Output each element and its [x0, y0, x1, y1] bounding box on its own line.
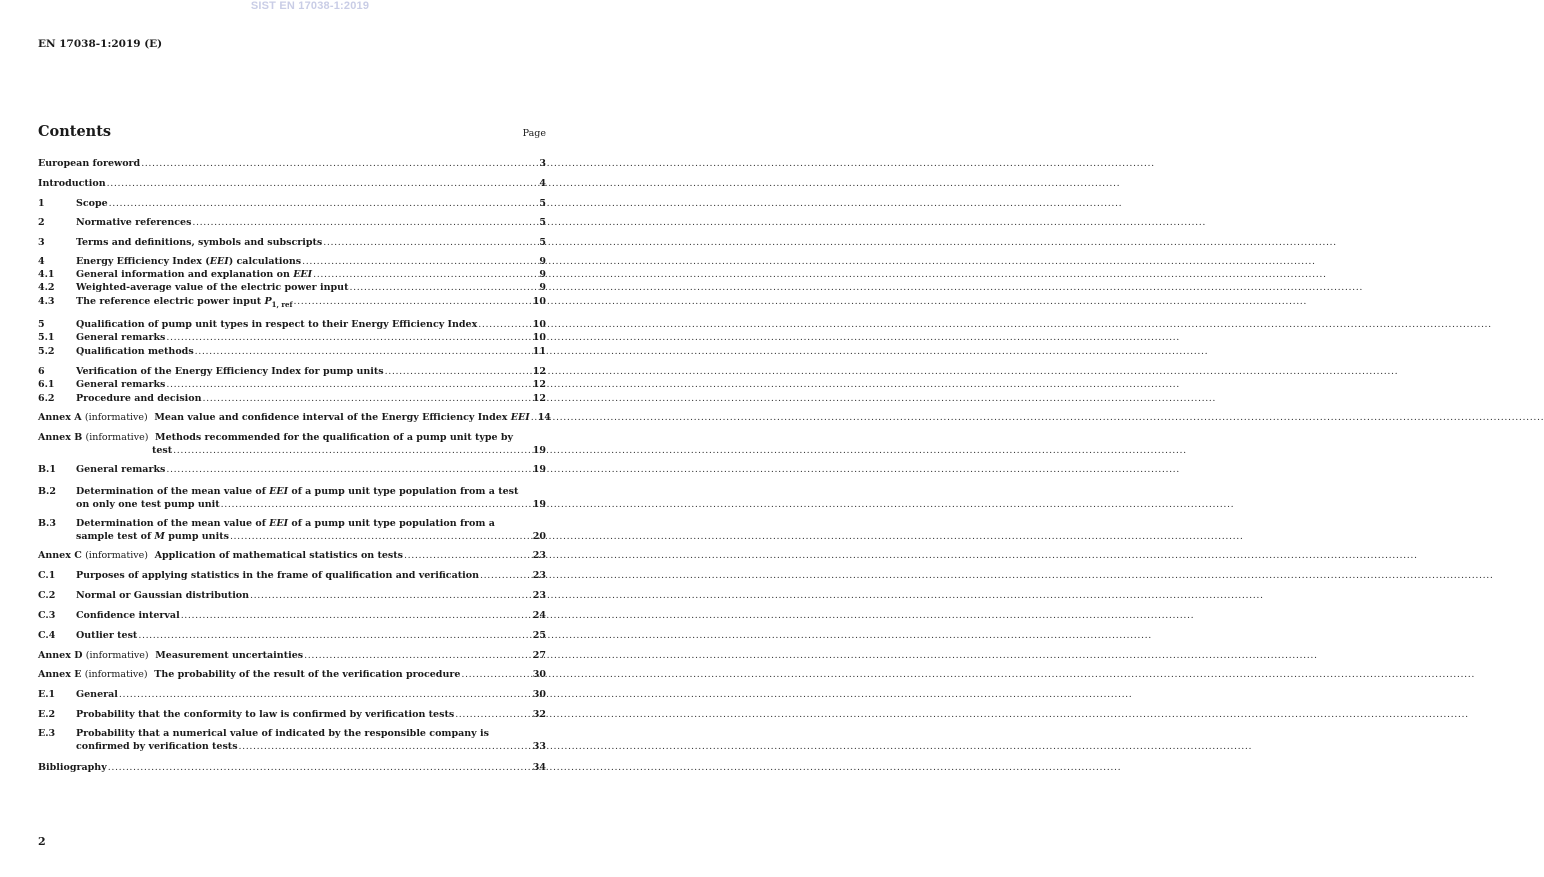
toc-entry[interactable]: [38, 589, 546, 602]
toc-entry[interactable]: [38, 708, 546, 721]
dot-leader: [250, 589, 532, 602]
table-of-contents: [0, 0, 620, 877]
dot-leader: [192, 216, 538, 229]
watermark: SIST EN 17038-1:2019: [250, 0, 370, 12]
toc-title-text: General information and explanation on: [76, 269, 294, 280]
dot-leader: [461, 668, 531, 681]
toc-page-number: 19: [532, 445, 546, 456]
annex-label: [38, 549, 155, 562]
annex-informative: (informative): [85, 432, 149, 443]
toc-title: [76, 378, 165, 391]
toc-title-text: The reference electric power input: [76, 296, 265, 307]
toc-number: 6.1: [38, 379, 55, 390]
toc-title: [76, 485, 518, 498]
toc-number: 6: [38, 366, 45, 377]
toc-title-text: Probability that a numerical value of indicated by the responsible company is: [76, 728, 489, 739]
toc-entry[interactable]: [38, 549, 546, 562]
toc-title-text: Probability that the conformity to law is confirmed by verification tests: [76, 709, 455, 720]
toc-page-number: 10: [532, 319, 546, 330]
toc-entry[interactable]: [38, 378, 546, 391]
toc-entry[interactable]: [38, 177, 546, 190]
toc-entry[interactable]: [38, 761, 546, 774]
toc-entry[interactable]: [38, 295, 546, 308]
toc-page-number: 9: [539, 269, 546, 280]
toc-title: [76, 708, 454, 721]
dot-leader: [166, 378, 531, 391]
toc-title: [38, 761, 107, 774]
toc-entry[interactable]: [38, 649, 546, 662]
document-id: EN 17038-1:2019 (E): [38, 38, 163, 50]
dot-leader: [181, 609, 532, 622]
toc-title-continuation: [152, 444, 172, 457]
dot-leader: [108, 761, 532, 774]
toc-title: [76, 589, 249, 602]
annex-label: [38, 668, 154, 681]
toc-title-text: Application of mathematical statistics on tests: [154, 550, 404, 561]
dot-leader: [107, 177, 539, 190]
dot-leader: [221, 498, 532, 511]
toc-title: [154, 668, 460, 681]
toc-page-number: 25: [532, 630, 546, 641]
toc-page-number: 30: [532, 669, 546, 680]
toc-page-number: 14: [537, 412, 551, 423]
toc-title-text: Normal or Gaussian distribution: [76, 590, 250, 601]
annex-id: Annex B: [38, 432, 83, 443]
toc-entry[interactable]: [38, 197, 546, 210]
toc-page-number: 12: [532, 366, 546, 377]
dot-leader: [478, 318, 532, 331]
toc-entry[interactable]: [38, 157, 546, 170]
toc-title-text: Mean value and confidence interval of the Energy Efficiency Index: [154, 412, 511, 423]
toc-entry[interactable]: [38, 216, 546, 229]
toc-entry[interactable]: [38, 629, 546, 642]
toc-title-text: Energy Efficiency Index (: [76, 256, 210, 267]
toc-title-text: The probability of the result of the verification procedure: [154, 669, 461, 680]
toc-title-continuation: [76, 530, 229, 543]
toc-title: [76, 629, 137, 642]
annex-informative: (informative): [85, 650, 149, 661]
toc-number: 6.2: [38, 393, 55, 404]
toc-title: [76, 688, 118, 701]
toc-number: 1: [38, 198, 45, 209]
dot-leader: [141, 157, 538, 170]
toc-entry[interactable]: [38, 365, 546, 378]
toc-page-number: 27: [532, 650, 546, 661]
annex-informative: (informative): [84, 669, 148, 680]
toc-page-number: 10: [532, 332, 546, 343]
toc-page-number: 5: [539, 217, 546, 228]
toc-title-italic: M: [154, 531, 165, 542]
toc-entry[interactable]: [38, 727, 546, 753]
toc-title-italic: EEI: [269, 486, 289, 497]
toc-title-text: Scope: [76, 198, 108, 209]
annex-label: [38, 431, 155, 444]
toc-title: [38, 157, 140, 170]
annex-id: Annex C: [38, 550, 82, 561]
toc-title-text: Confidence interval: [76, 610, 180, 621]
annex-label: [38, 649, 155, 662]
annex-label: [38, 411, 154, 424]
dot-leader: [304, 649, 532, 662]
annex-informative: (informative): [85, 550, 148, 561]
toc-page-number: 19: [532, 499, 546, 510]
toc-page-number: 4: [539, 178, 546, 189]
dot-leader: [404, 549, 532, 562]
dot-leader: [480, 569, 532, 582]
dot-leader: [294, 295, 532, 308]
toc-page-number: 5: [539, 237, 546, 248]
toc-page-number: 19: [532, 464, 546, 475]
page-number: 2: [38, 835, 46, 848]
dot-leader: [323, 236, 538, 249]
toc-number: C.4: [38, 630, 56, 641]
toc-title: [38, 177, 106, 190]
toc-title-italic: EEI: [293, 269, 313, 280]
toc-number: 4.3: [38, 296, 55, 307]
toc-number: 5.1: [38, 332, 55, 343]
toc-entry[interactable]: [38, 668, 546, 681]
toc-entry[interactable]: [38, 609, 546, 622]
toc-title: [76, 569, 479, 582]
toc-title-text: Qualification methods: [76, 346, 194, 357]
annex-informative: (informative): [84, 412, 148, 423]
toc-title-text: Methods recommended for the qualification of a pump unit type by: [155, 432, 514, 443]
toc-title-text: Outlier test: [76, 630, 138, 641]
toc-title: [155, 649, 303, 662]
toc-title-text: Measurement uncertainties: [155, 650, 304, 661]
toc-entry[interactable]: [38, 688, 546, 701]
toc-title-italic: EEI: [510, 412, 530, 423]
toc-title-text: General: [76, 689, 118, 700]
toc-number: C.3: [38, 610, 56, 621]
toc-title: [76, 216, 191, 229]
toc-title: [155, 431, 513, 444]
toc-title: [76, 295, 293, 308]
toc-number: 4.1: [38, 269, 55, 280]
toc-page-number: 20: [532, 531, 546, 542]
dot-leader: [203, 392, 532, 405]
toc-title-text: test: [152, 445, 173, 456]
dot-leader: [455, 708, 532, 721]
dot-leader: [531, 411, 537, 424]
toc-title: [155, 549, 403, 562]
toc-title-italic: EEI: [269, 518, 289, 529]
toc-title: [76, 463, 165, 476]
toc-entry[interactable]: [38, 281, 546, 294]
toc-title-text: pump units: [164, 531, 229, 542]
toc-page-number: 23: [532, 570, 546, 581]
toc-title: [76, 345, 194, 358]
annex-id: Annex A: [38, 412, 82, 423]
toc-title-continuation: [76, 740, 238, 753]
dot-leader: [109, 197, 539, 210]
dot-leader: [195, 345, 532, 358]
toc-page-number: 9: [539, 282, 546, 293]
toc-title-text-after: ) calculations: [228, 256, 302, 267]
toc-title: [76, 365, 384, 378]
contents-title: Contents: [38, 123, 112, 140]
toc-title-text: Verification of the Energy Efficiency Index for pump units: [76, 366, 384, 377]
toc-entry[interactable]: [38, 517, 546, 543]
toc-number: E.2: [38, 709, 56, 720]
toc-title-text: Normative references: [76, 217, 192, 228]
toc-title-text: Determination of the mean value of: [76, 486, 270, 497]
toc-title-text: Procedure and decision: [76, 393, 202, 404]
toc-page-number: 23: [532, 550, 546, 561]
toc-title: [76, 255, 301, 268]
toc-page-number: 34: [532, 762, 546, 773]
toc-title-text: General remarks: [76, 464, 166, 475]
toc-page-number: 11: [532, 346, 546, 357]
toc-number: 5: [38, 319, 45, 330]
toc-entry[interactable]: [38, 392, 546, 405]
toc-title: [76, 331, 165, 344]
dot-leader: [173, 444, 532, 457]
toc-title: [76, 318, 477, 331]
page-column-header: Page: [522, 128, 546, 139]
dot-leader: [349, 281, 538, 294]
toc-title-text: Terms and definitions, symbols and subscripts: [76, 237, 323, 248]
dot-leader: [239, 740, 532, 753]
dot-leader: [119, 688, 532, 701]
toc-title-text: Determination of the mean value of: [76, 518, 270, 529]
toc-entry[interactable]: [38, 569, 546, 582]
toc-page-number: 33: [532, 741, 546, 752]
toc-page-number: 12: [532, 379, 546, 390]
toc-entry[interactable]: [38, 463, 546, 476]
toc-title-continuation: [76, 498, 220, 511]
toc-title-text: European foreword: [38, 158, 141, 169]
toc-entry[interactable]: [38, 485, 546, 511]
toc-page-number: 10: [532, 296, 546, 307]
toc-title-text-after: of a pump unit type population from a test: [288, 486, 519, 497]
toc-title-text: Purposes of applying statistics in the frame of qualification and verification: [76, 570, 479, 581]
toc-title-text: Bibliography: [38, 762, 107, 773]
toc-title-subscript: 1, ref: [271, 300, 293, 309]
annex-id: Annex D: [38, 650, 83, 661]
toc-entry[interactable]: [38, 331, 546, 344]
toc-number: 4: [38, 256, 45, 267]
toc-page-number: 23: [532, 590, 546, 601]
toc-title: [76, 236, 322, 249]
toc-entry[interactable]: [38, 236, 546, 249]
toc-title-text: sample test of: [76, 531, 155, 542]
toc-title: [76, 517, 495, 530]
dot-leader: [385, 365, 532, 378]
toc-title: [76, 392, 202, 405]
toc-title-italic: EEI: [209, 256, 229, 267]
toc-number: 5.2: [38, 346, 55, 357]
toc-title-text: on only one test pump unit: [76, 499, 220, 510]
toc-entry[interactable]: [38, 345, 546, 358]
toc-entry[interactable]: [38, 268, 546, 281]
dot-leader: [313, 268, 538, 281]
toc-number: C.1: [38, 570, 56, 581]
toc-title-text-after: of a pump unit type population from a: [288, 518, 495, 529]
toc-title-text: Introduction: [38, 178, 106, 189]
toc-title: [76, 609, 180, 622]
toc-number: E.1: [38, 689, 56, 700]
toc-title: [154, 411, 529, 424]
toc-title-text: General remarks: [76, 332, 166, 343]
toc-entry[interactable]: [38, 431, 546, 457]
annex-id: Annex E: [38, 669, 82, 680]
toc-title: [76, 197, 108, 210]
toc-title-text: Qualification of pump unit types in respect to their Energy Efficiency Index: [76, 319, 478, 330]
toc-number: 2: [38, 217, 45, 228]
dot-leader: [302, 255, 538, 268]
toc-entry[interactable]: [38, 318, 546, 331]
toc-number: C.2: [38, 590, 56, 601]
dot-leader: [230, 530, 532, 543]
toc-title: [76, 268, 312, 281]
toc-page-number: 12: [532, 393, 546, 404]
toc-entry[interactable]: [38, 255, 546, 268]
toc-number: B.2: [38, 486, 56, 497]
toc-page-number: 3: [539, 158, 546, 169]
toc-number: 3: [38, 237, 45, 248]
toc-entry[interactable]: [38, 411, 551, 424]
dot-leader: [166, 463, 531, 476]
toc-number: 4.2: [38, 282, 55, 293]
toc-title: [76, 727, 489, 740]
toc-title: [76, 281, 348, 294]
toc-title-text: General remarks: [76, 379, 166, 390]
toc-page-number: 30: [532, 689, 546, 700]
toc-page-number: 32: [532, 709, 546, 720]
toc-page-number: 9: [539, 256, 546, 267]
toc-number: E.3: [38, 728, 56, 739]
toc-number: B.3: [38, 518, 56, 529]
toc-number: B.1: [38, 464, 56, 475]
dot-leader: [138, 629, 531, 642]
toc-title-text: confirmed by verification tests: [76, 741, 238, 752]
toc-page-number: 5: [539, 198, 546, 209]
toc-page-number: 24: [532, 610, 546, 621]
toc-title-italic: P: [264, 296, 272, 307]
dot-leader: [166, 331, 531, 344]
toc-title-text: Weighted-average value of the electric power input: [76, 282, 349, 293]
